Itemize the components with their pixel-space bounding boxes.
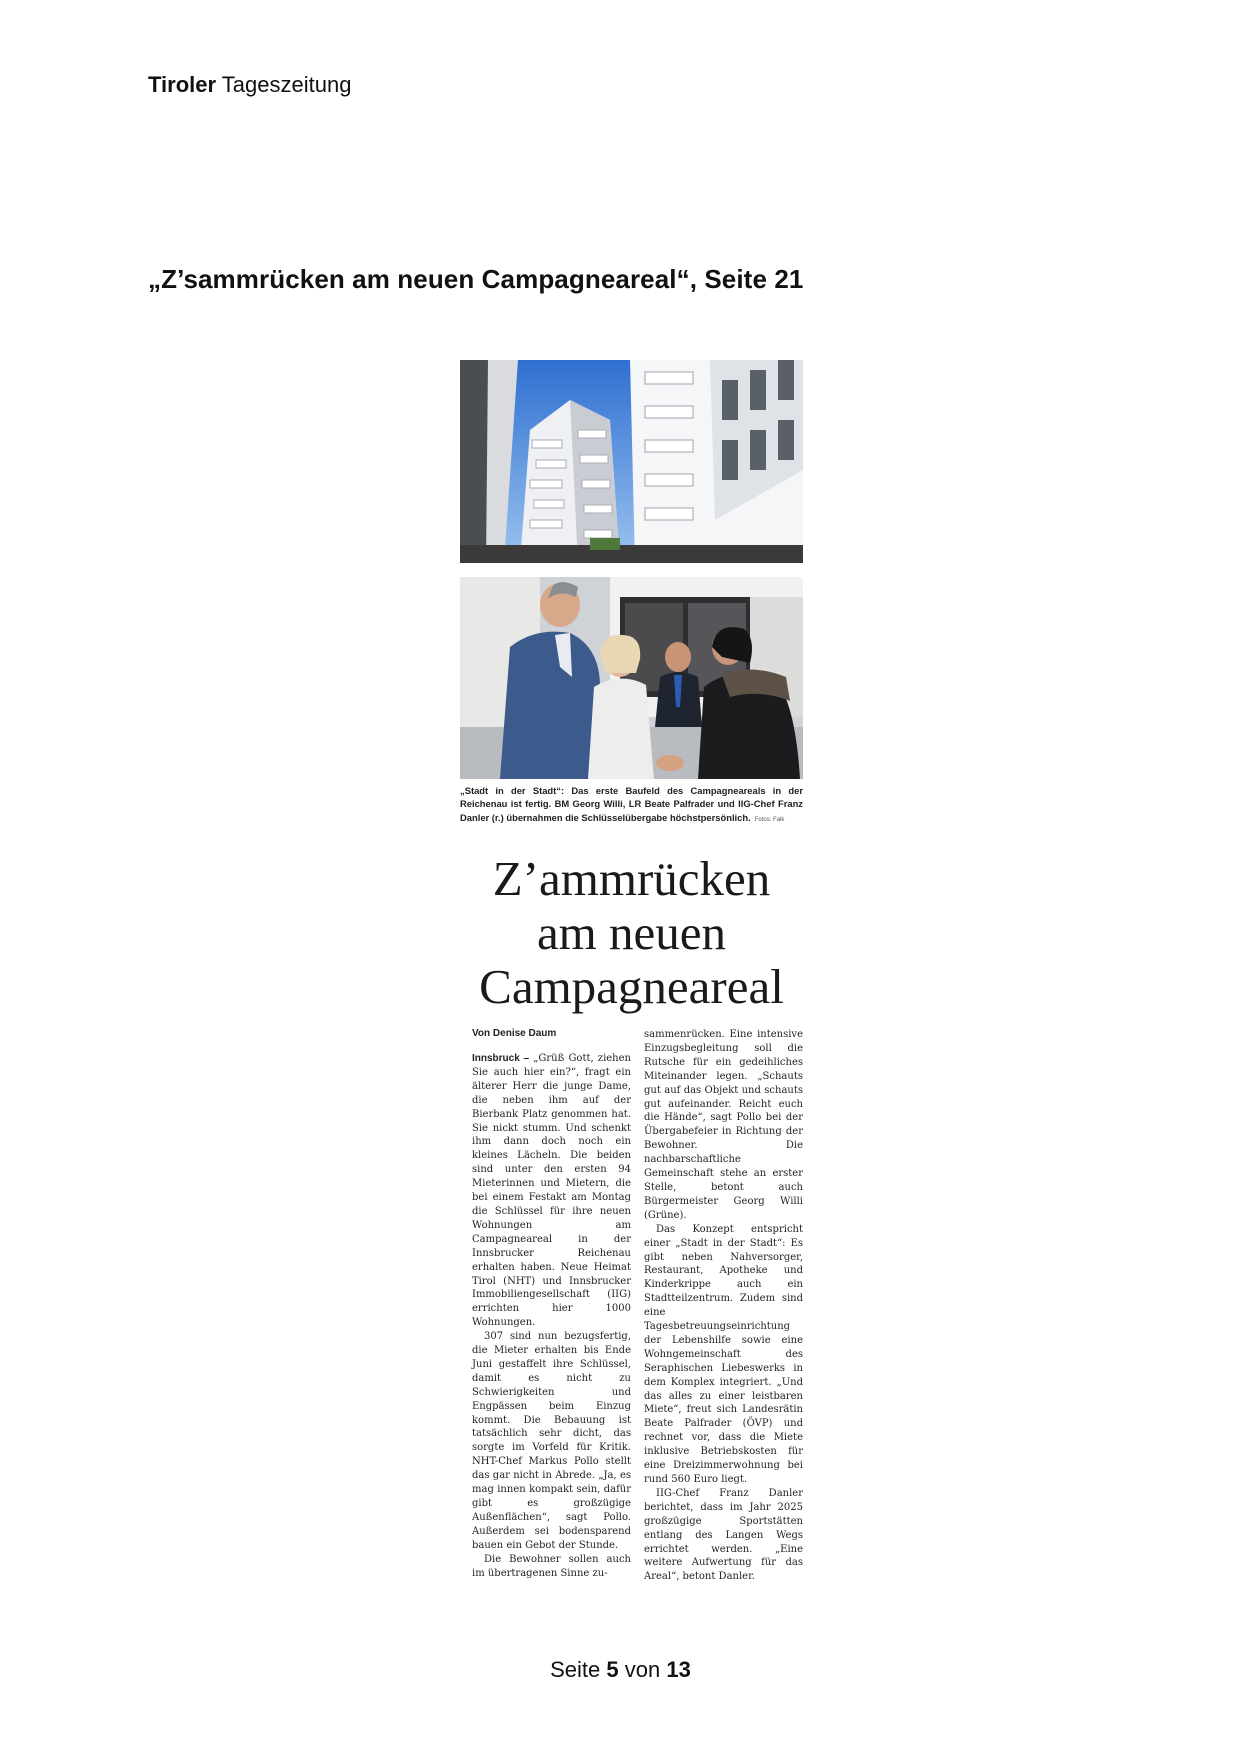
article-paragraph: IIG-Chef Franz Danler berichtet, dass im Jahr 2025 großzügige Sportstätten entlang des Langen Wegs errichtet werden. „Eine weitere Aufwertung für das Areal“, betont Danler. [644, 1487, 803, 1583]
article-headline [460, 852, 803, 1014]
publication-name-regular: Tageszeitung [221, 72, 352, 97]
document-title: „Z’sammrücken am neuen Campagneareal“, Seite 21 [148, 264, 804, 294]
article-column-left [472, 1052, 631, 1580]
headline-line: am neuen [536, 905, 727, 960]
building-photo [460, 360, 803, 563]
photo-caption [460, 784, 803, 827]
headline-line: Campagneareal [479, 959, 784, 1014]
photo-caption-text: „Stadt in der Stadt“: Das erste Baufeld des Campagneareals in der Reichenau ist fertig. BM Georg Willi, LR Beate Palfrader und IIG-Chef Franz Danler (r.) übernahmen die Schlüsselübergabe höchstpersönlich. [460, 785, 803, 823]
article-paragraph: Das Konzept entspricht einer „Stadt in der Stadt“: Es gibt neben Nahversorger, Restaurant, Apotheke und Kinderkrippe auch ein Stadtteilzentrum. Zudem sind eine Tagesbetreuungseinrichtung der Lebenshilfe sowie eine Wohngemeinschaft des Seraphischen Liebeswerks in dem Komplex integriert. „Und das alles zu einer leistbaren Miete“, freut sich Landesrätin Beate Palfrader (ÖVP) und rechnet vor, dass die Miete inklusive Betriebskosten für eine Dreizimmerwohnung bei rund 560 Euro liegt. [644, 1223, 803, 1485]
article-paragraph: 307 sind nun bezugsfertig, die Mieter erhalten bis Ende Juni gestaffelt ihre Schlüssel, damit es nicht zu Schwierigkeiten und Engpässen beim Einzug kommt. Die Bebauung ist tatsächlich sehr dicht, das sorgte im Vorfeld für Kritik. NHT-Chef Markus Pollo stellt das gar nicht in Abrede. „Ja, es mag innen kompakt sein, dafür gibt es großzügige Außenflächen“, sagt Pollo. Außerdem sei bodensparend bauen ein Gebot der Stunde. [472, 1331, 631, 1551]
article-dateline: Innsbruck – [472, 1053, 530, 1064]
article-paragraph [472, 1052, 631, 1330]
article-paragraph: Die Bewohner sollen auch im übertragenen Sinne zu- [472, 1553, 631, 1579]
footer-prefix: Seite [550, 1657, 601, 1682]
paragraph-text: „Grüß Gott, ziehen Sie auch hier ein?“, fragt ein älterer Herr die junge Dame, die neben ihm auf der Bierbank Platz genommen hat. Sie nickt stumm. Und schenkt ihm dann doch noch ein kleines Lächeln. Die beiden sind unter den ersten 94 Mieterinnen und Mietern, die bei einem Festakt am Montag die Schlüssel für ihre neuen Wohnungen am Campagneareal in der Innsbrucker Reichenau erhalten haben. Neue Heimat Tirol (NHT) und Innsbrucker Immobiliengesellschaft (IIG) errichten hier 1000 Wohnungen. [472, 1053, 631, 1329]
page-number-footer [0, 1657, 1241, 1683]
footer-middle: von [624, 1657, 661, 1682]
current-page-number: 5 [606, 1657, 619, 1682]
total-page-count: 13 [666, 1657, 691, 1682]
article-paragraph: sammenrücken. Eine intensive Einzugsbegleitung soll die Rutsche für ein gedeihliches Miteinander legen. „Schauts gut auf das Objekt und schauts gut aufeinander. Reicht euch die Hände“, sagt Pollo bei der Übergabefeier in Richtung der Bewohner. Die nachbarschaftliche Gemeinschaft stehe an erster Stelle, betont auch Bürgermeister Georg Willi (Grüne). [644, 1029, 803, 1221]
headline-line: Z’ammrücken [492, 851, 771, 906]
photo-credit: Fotos: Falk [754, 816, 785, 823]
publication-masthead [148, 72, 351, 98]
article-byline: Von Denise Daum [472, 1028, 557, 1039]
handshake-photo [460, 577, 803, 779]
article-column-right [644, 1028, 803, 1584]
publication-name-bold: Tiroler [148, 72, 217, 97]
